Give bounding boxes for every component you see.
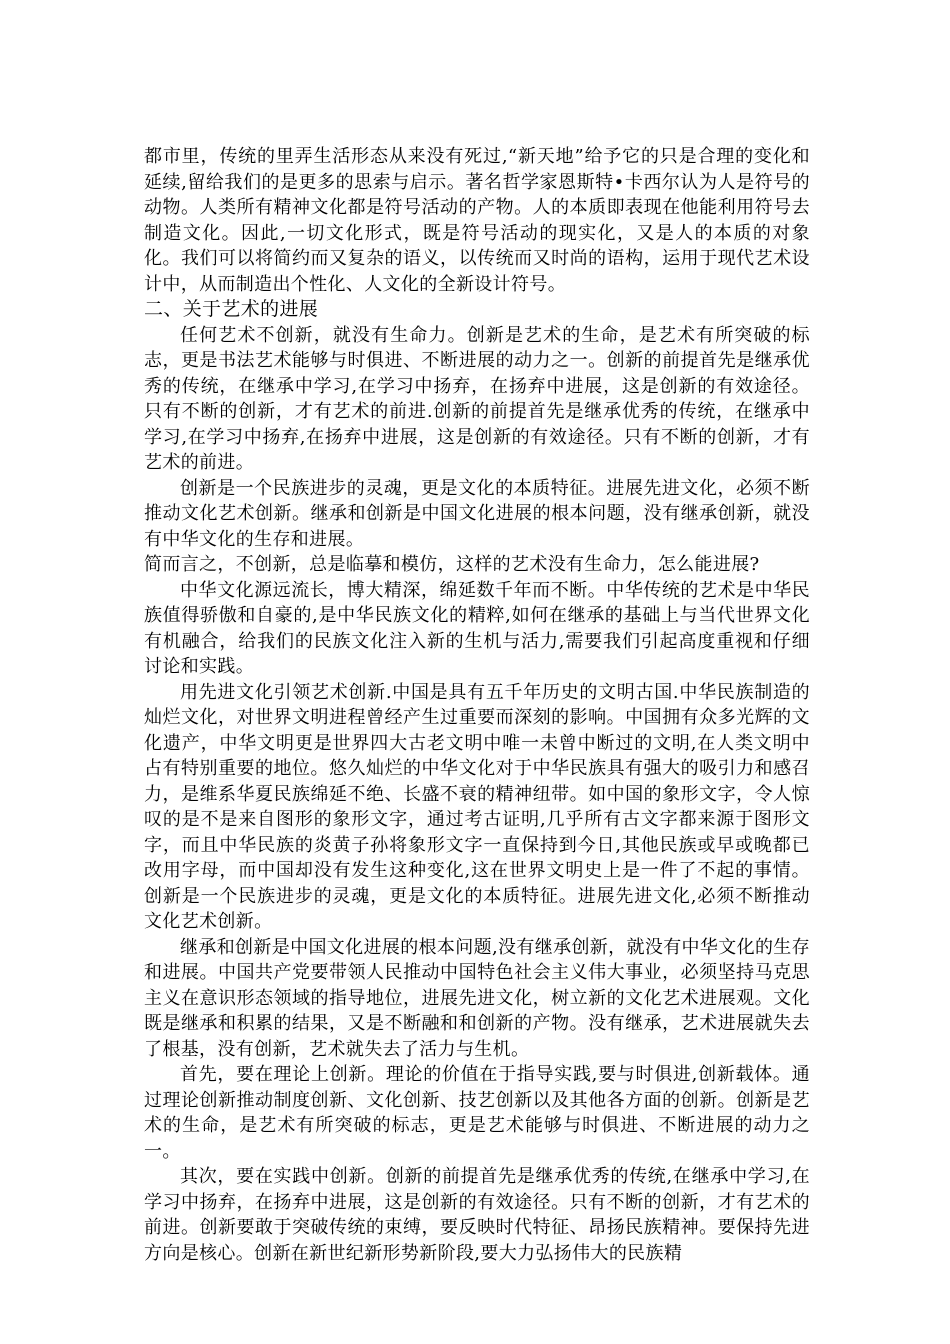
paragraph-intro: 都市里，传统的里弄生活形态从来没有死过,“新天地”给予它的只是合理的变化和延续,留给我们的是更多的思索与启示。著名哲学家恩斯特•卡西尔认为人是符号的动物。人类所有精神文化都是符号活动的产物。人的本质即表现在他能利用符号去制造文化。因此,一切文化形式，既是符号活动的现实化，又是人的本质的对象化。我们可以将简约而又复杂的语义，以传统而又时尚的语构，运用于现代艺术设计中，从而制造出个性化、人文化的全新设计符号。 bbox=[144, 146, 810, 295]
paragraph-innovation-life: 任何艺术不创新，就没有生命力。创新是艺术的生命，是艺术有所突破的标志，更是书法艺术能够与时俱进、不断进展的动力之一。创新的前提首先是继承优秀的传统，在继承中学习,在学习中扬弃，在扬弃中进展，这是创新的有效途径。只有不断的创新，才有艺术的前进.创新的前提首先是继承优秀的传统，在继承中学习,在学习中扬弃,在扬弃中进展，这是创新的有效途径。只有不断的创新，才有艺术的前进。 bbox=[144, 324, 810, 473]
document-page bbox=[144, 144, 810, 1266]
paragraph-inheritance: 继承和创新是中国文化进展的根本问题,没有继承创新，就没有中华文化的生存和进展。中国共产党要带领人民推动中国特色社会主义伟大事业，必须坚持马克思主义在意识形态领域的指导地位，进展先进文化，树立新的文化艺术进展观。文化既是继承和积累的结果，又是不断融和和创新的产物。没有继承，艺术进展就失去了根基，没有创新，艺术就失去了活力与生机。 bbox=[144, 936, 810, 1060]
paragraph-chinese-culture: 中华文化源远流长，博大精深，绵延数千年而不断。中华传统的艺术是中华民族值得骄傲和自豪的,是中华民族文化的精粹,如何在继承的基础上与当代世界文化有机融合，给我们的民族文化注入新的生机与活力,需要我们引起高度重视和仔细讨论和实践。 bbox=[144, 579, 810, 677]
paragraph-theory-innovation: 首先，要在理论上创新。理论的价值在于指导实践,要与时俱进,创新载体。通过理论创新推动制度创新、文化创新、技艺创新以及其他各方面的创新。创新是艺术的生命，是艺术有所突破的标志，更是艺术能够与时俱进、不断进展的动力之一。 bbox=[144, 1064, 810, 1162]
paragraph-advanced-culture: 用先进文化引领艺术创新.中国是具有五千年历史的文明古国.中华民族制造的灿烂文化，对世界文明进程曾经产生过重要而深刻的影响。中国拥有众多光辉的文化遗产，中华文明更是世界四大古老文明中唯一未曾中断过的文明,在人类文明中占有特别重要的地位。悠久灿烂的中华文化对于中华民族具有强大的吸引力和感召力，是维系华夏民族绵延不绝、长盛不衰的精神纽带。如中国的象形文字，令人惊叹的是不是来自图形的象形文字，通过考古证明,几乎所有古文字都来源于图形文字，而且中华民族的炎黄子孙将象形文字一直保持到今日,其他民族或早或晚都已改用字母，而中国却没有发生这种变化,这在世界文明史上是一件了不起的事情。创新是一个民族进步的灵魂，更是文化的本质特征。进展先进文化,必须不断推动文化艺术创新。 bbox=[144, 681, 810, 932]
paragraph-summary: 简而言之，不创新，总是临摹和模仿，这样的艺术没有生命力，怎么能进展? bbox=[144, 554, 760, 575]
paragraph-nation-soul: 创新是一个民族进步的灵魂，更是文化的本质特征。进展先进文化，必须不断推动文化艺术创新。继承和创新是中国文化进展的根本问题，没有继承创新，就没有中华文化的生存和进展。 bbox=[144, 477, 810, 550]
paragraph-practice-innovation: 其次，要在实践中创新。创新的前提首先是继承优秀的传统,在继承中学习,在学习中扬弃，在扬弃中进展，这是创新的有效途径。只有不断的创新，才有艺术的前进。创新要敢于突破传统的束缚，要反映时代特征、昂扬民族精神。要保持先进方向是核心。创新在新世纪新形势新阶段,要大力弘扬伟大的民族精 bbox=[144, 1166, 810, 1264]
section-heading: 二、关于艺术的进展 bbox=[144, 298, 319, 320]
